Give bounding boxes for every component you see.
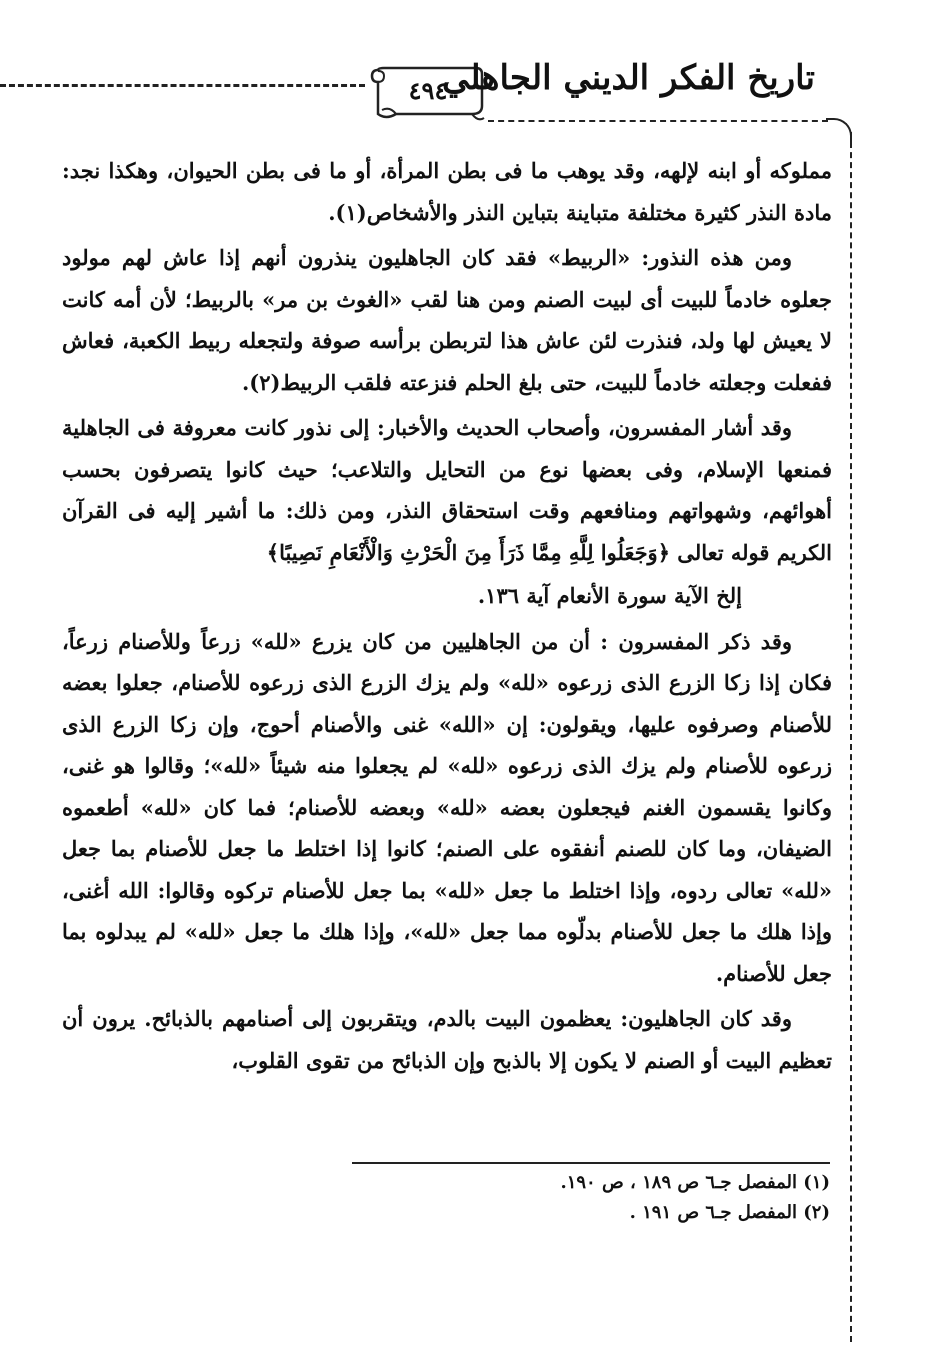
frame-corner — [826, 118, 852, 144]
paragraph: وقد ذكر المفسرون : أن من الجاهليين من كان يزرع «لله» زرعاً وللأصنام زرعاً، فكان إذا زكا الزرع الذى زرعوه «لله» ولم يزك الزرع الذى زرعوه للأصنام، جعلوا بعضه للأصنام وصرفوه عليها، ويقولون: إن «الله» غنى والأصنام أحوج، وإن زكا الزرع الذى زرعوه للأصنام ولم يزك الذى زرعوه «لله» لم يجعلوا منه شيئاً «لله»؛ وقالوا هو غنى، وكانوا يقسمون الغنم فيجعلون بعضه «لله» وبعضه للأصنام؛ فما كان «لله» أطعموه الضيفان، وما كان للصنم أنفقوه على الصنم؛ كانوا إذا اختلط ما جعل للأصنام بما جعل «لله» تعالى ردوه، وإذا اختلط ما جعل «لله» بما جعل للأصنام تركوه وقالوا: الله أغنى، وإذا هلك ما جعل للأصنام بدلّوه مما جعل «لله»، وإذا هلك ما جعل «لله» لم يبدلوه بما جعل للأصنام. — [62, 628, 832, 986]
header-dashed-rule — [0, 84, 365, 87]
frame-right-rule — [850, 132, 852, 1342]
page-number: ٤٩٤ — [408, 76, 448, 105]
frame-top-rule — [488, 120, 828, 122]
footnote-separator — [352, 1162, 830, 1164]
footnote-1: (١) المفصل جـ٦ ص ١٨٩ ، ص ١٩٠. — [560, 1172, 830, 1193]
footnotes — [352, 1168, 830, 1228]
paragraph: وقد أشار المفسرون، وأصحاب الحديث والأخبار: إلى نذور كانت معروفة فى الجاهلية فمنعها الإسلام، وفى بعضها نوع من التحايل والتلاعب؛ حيث كانوا يتصرفون بحسب أهوائهم، وشهواتهم ومنافعهم وقت استحقاق النذر، ومن ذلك: ما أشير إليه فى القرآن الكريم قوله تعالى ﴿وَجَعَلُوا لِلَّهِ مِمَّا ذَرَأَ مِنَ الْحَرْثِ وَالْأَنْعَامِ نَصِيبًا﴾ — [62, 415, 832, 565]
paragraph-verse-reference: إلخ الآية سورة الأنعام آية ١٣٦. — [477, 583, 742, 608]
paragraph: وقد كان الجاهليون: يعظمون البيت بالدم، ويتقربون إلى أصنامهم بالذبائح. يرون أن تعظيم البيت أو الصنم لا يكون إلا بالذبح وإن الذبائح من تقوى القلوب، — [62, 1006, 832, 1073]
paragraph: ومن هذه النذور: «الربيط» فقد كان الجاهليون ينذرون أنهم إذا عاش لهم مولود جعلوه خادماً للبيت أى لبيت الصنم ومن هنا لقب «الغوث بن مر» بالربيط؛ لأن أمه كانت لا يعيش لها ولد، فنذرت لئن عاش هذا لتربطن برأسه صوفة ولتجعله ربيط الكعبة، فعاش ففعلت وجعلته خادماً للبيت، حتى بلغ الحلم فنزعته فلقب الربيط(٢). — [62, 245, 832, 395]
footnote-2: (٢) المفصل جـ٦ ص ١٩١ . — [629, 1202, 830, 1223]
paragraph: مملوكه أو ابنه لإلهه، وقد يوهب ما فى بطن المرأة، أو ما فى بطن الحيوان، وهكذا نجد: مادة النذر كثيرة مختلفة متباينة بتباين النذر والأشخاص(١). — [62, 158, 832, 225]
body-text — [62, 150, 832, 1085]
book-title: تاريخ الفكر الديني الجاهلي — [441, 58, 815, 98]
